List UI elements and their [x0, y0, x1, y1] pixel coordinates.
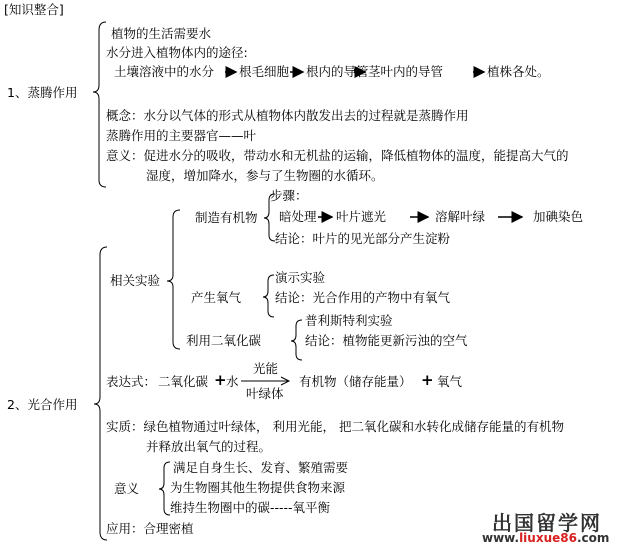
exp1-step-1: 暗处理 [279, 209, 317, 224]
essence-line-1: 实质：绿色植物通过叶绿体， 利用光能， 把二氧化碳和水转化成储存能量的有机物 [106, 419, 564, 434]
condition-top: 光能 [253, 361, 279, 376]
exp3-brace [291, 320, 302, 360]
exp1-steps-label: 步骤： [270, 188, 308, 203]
exp3-conclusion: 结论：植物能更新污浊的空气 [305, 333, 468, 348]
exp2-brace [263, 275, 274, 317]
expression-water: 水 [226, 374, 239, 389]
experiments-brace [167, 210, 180, 349]
exp3-name: 利用二氧化碳 [186, 333, 262, 348]
essence-line-2: 并释放出氧气的过程。 [146, 439, 272, 454]
application: 应用：合理密植 [106, 521, 194, 536]
section1-brace [93, 22, 106, 187]
expression-reactant: 二氧化碳 [158, 374, 209, 389]
expression-product: 有机物（储存能量） [299, 374, 412, 389]
section1-concept: 概念：水分以气体的形式从植物体内散发出去的过程就是蒸腾作用 [106, 108, 469, 123]
watermark-logo [478, 505, 632, 547]
section1-meaning-1: 意义：促进水分的吸收，带动水和无机盐的运输，降低植物体的温度，能提高大气的 [106, 148, 569, 163]
path-step-4: 茎叶内的导管 [368, 64, 444, 79]
meaning-item-2: 为生物圈其他生物提供食物来源 [170, 480, 346, 495]
path-step-3: 根内的导管 [306, 64, 369, 79]
meaning-label: 意义 [114, 481, 140, 496]
exp3-demo: 普利斯特利实验 [305, 313, 393, 328]
section2-title: 2、光合作用 [7, 397, 78, 412]
section1-organ: 蒸腾作用的主要器官——叶 [106, 128, 257, 143]
expression-label: 表达式： [106, 374, 157, 389]
section2-brace [94, 247, 107, 540]
meaning-brace [159, 462, 170, 515]
exp2-name: 产生氧气 [191, 290, 242, 305]
condition-bottom: 叶绿体 [246, 386, 284, 401]
path-step-1: 土壤溶液中的水分 [114, 64, 215, 79]
exp1-step-2: 叶片遮光 [336, 209, 387, 224]
plus-sign-1: + [214, 371, 227, 389]
section1-line1: 植物的生活需要水 [111, 26, 212, 41]
exp1-step-4: 加碘染色 [533, 209, 584, 224]
exp1-conclusion: 结论：叶片的见光部分产生淀粉 [275, 231, 451, 246]
exp2-conclusion: 结论：光合作用的产物中有氧气 [275, 290, 451, 305]
path-step-2: 根毛细胞 [239, 64, 290, 79]
header-label: [知识整合] [4, 2, 64, 17]
watermark-url: www.liuxue86.com [482, 531, 610, 545]
section1-title: 1、蒸腾作用 [7, 85, 78, 100]
meaning-item-1: 满足自身生长、发育、繁殖需要 [173, 460, 349, 475]
meaning-item-3: 维持生物圈中的碳-----氧平衡 [170, 500, 331, 515]
exp1-name: 制造有机物 [195, 210, 258, 225]
exp1-step-3: 溶解叶绿 [435, 209, 486, 224]
section1-meaning-2: 湿度，增加降水，参与了生物圈的水循环。 [146, 168, 384, 183]
watermark-name: 出国留学网 [492, 511, 602, 535]
exp2-demo: 演示实验 [275, 270, 326, 285]
expression-oxygen: 氧气 [437, 374, 463, 389]
plus-sign-2: + [421, 371, 434, 389]
path-step-5: 植株各处。 [487, 64, 550, 79]
experiments-label: 相关实验 [110, 273, 161, 288]
section1-line2: 水分进入植物体内的途径: [106, 45, 248, 60]
